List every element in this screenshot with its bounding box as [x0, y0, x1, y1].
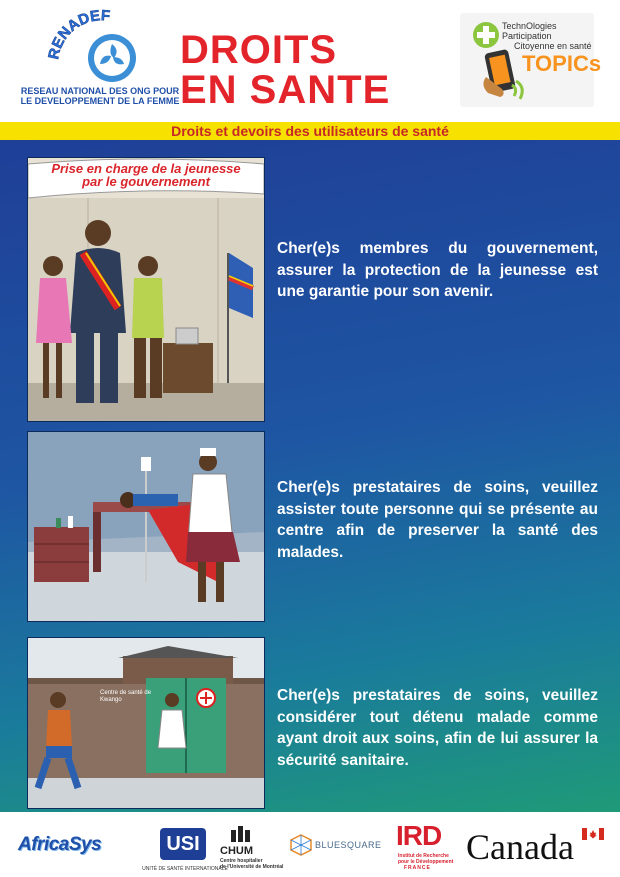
panel3-text: Cher(e)s prestataires de soins, veuillez considérer tout détenu malade comme ayant droit aux soins, afin de lui assurer la sécurité sanitaire.	[277, 687, 598, 769]
subtitle-text: Droits et devoirs des utilisateurs de santé	[171, 123, 449, 139]
renadef-logo-word: RENADEF	[45, 7, 111, 61]
topics-line2: Citoyenne en santé	[514, 41, 592, 51]
renadef-logo	[40, 6, 160, 88]
banner-line2: par le gouvernement	[82, 174, 210, 189]
clinic-illustration	[28, 432, 264, 621]
title-line2: EN SANTE	[180, 68, 391, 112]
ird-caption1: Institut de Recherche	[398, 853, 449, 859]
banner-line1: Prise en charge de la jeunesse	[51, 161, 241, 176]
chum-caption2: de l'Université de Montréal	[220, 864, 284, 870]
ird-caption2: pour le Développement	[398, 859, 454, 865]
renadef-line2: LE DEVELOPPEMENT DE LA FEMME	[20, 96, 180, 106]
usi-logo	[160, 828, 206, 860]
chum-icon	[230, 826, 252, 844]
subtitle-bar	[0, 122, 620, 140]
page-title	[180, 30, 390, 110]
partner-logos-footer	[0, 812, 620, 877]
panel-government-illustration	[27, 157, 265, 422]
bluesquare-icon	[290, 834, 312, 856]
topics-logo	[460, 13, 602, 107]
panel2-text: Cher(e)s prestataires de soins, veuillez assister toute personne qui se présente au centre afin de preserver la santé des malades.	[277, 479, 598, 561]
panel-clinic-illustration	[27, 431, 265, 622]
topics-brand: TOPICs	[522, 51, 602, 76]
title-line1: DROITS	[180, 28, 338, 72]
panel-prison-illustration	[27, 637, 265, 809]
gate-sign: Centre de santé de Kwango	[100, 690, 152, 703]
ird-logo: IRD	[396, 820, 442, 851]
panel1-text: Cher(e)s membres du gouvernement, assurer la protection de la jeunesse est une garantie pour son avenir.	[277, 240, 598, 300]
usi-caption: UNITÉ DE SANTÉ INTERNATIONALE	[142, 866, 228, 872]
health-centre-illustration	[28, 638, 264, 808]
usi-logo-text: USI	[166, 833, 200, 855]
page-header	[0, 0, 620, 120]
main-content	[0, 140, 620, 812]
chum-caption1: Centre hospitalier	[220, 858, 263, 864]
renadef-line1: RESEAU NATIONAL DES ONG POUR	[20, 86, 180, 96]
government-illustration	[28, 158, 264, 421]
chum-logo: CHUM	[220, 845, 253, 857]
topics-line1: TechnOlogies Participation	[502, 21, 557, 41]
canada-flag-icon	[582, 828, 604, 840]
bluesquare-logo: BLUESQUARE	[315, 840, 382, 850]
canada-wordmark: Canada	[466, 827, 574, 867]
ird-caption3: FRANCE	[404, 865, 431, 871]
africasys-logo: AfricaSys	[18, 834, 102, 855]
